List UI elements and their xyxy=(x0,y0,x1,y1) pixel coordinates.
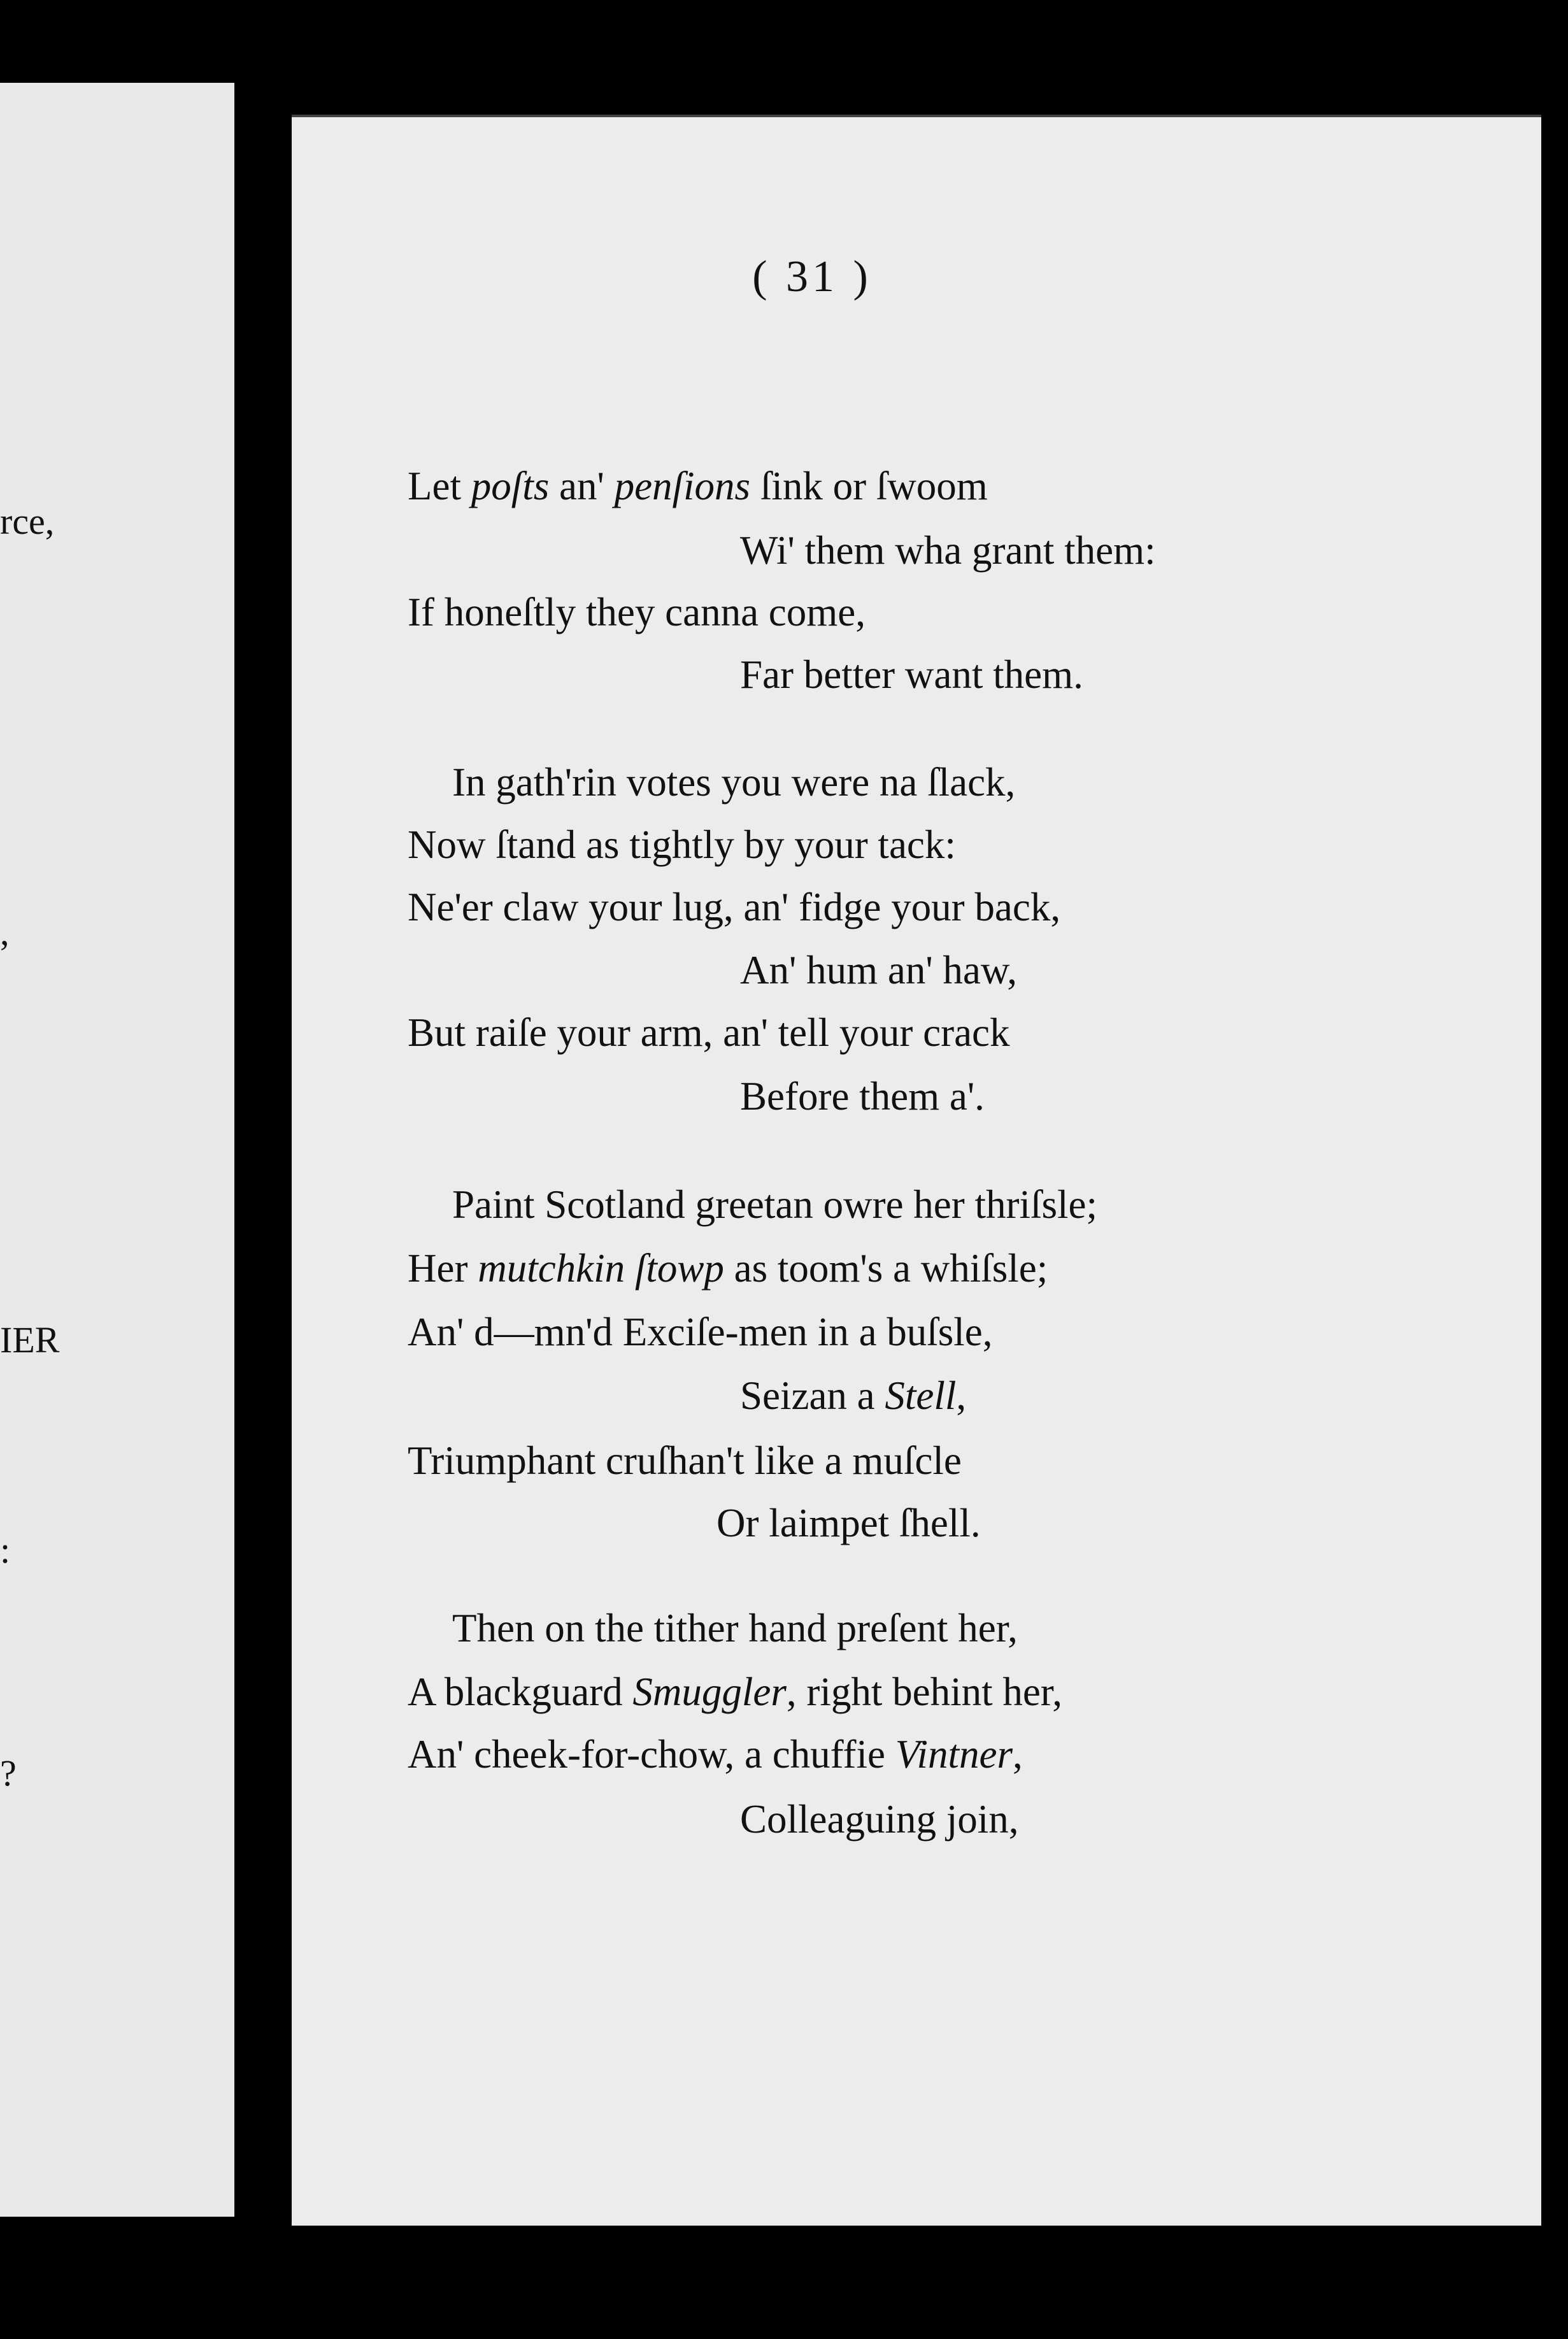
italic-word: Stell xyxy=(885,1373,957,1418)
line-text: Paint Scotland greetan owre her thriſsle; xyxy=(452,1182,1097,1227)
italic-word: poſts xyxy=(471,464,550,508)
left-page-fragment: rce, xyxy=(0,501,55,542)
poem-line xyxy=(740,1074,985,1119)
line-text: In gath'rin votes you were na ſlack, xyxy=(452,760,1016,805)
poem-line xyxy=(408,1010,1010,1055)
line-text: Seizan a xyxy=(740,1373,885,1418)
poem-line xyxy=(740,528,1156,573)
poem-line xyxy=(452,1608,1018,1649)
line-text: If honeſtly they canna come, xyxy=(408,590,866,634)
line-text: An' cheek-for-chow, a chuffie xyxy=(408,1732,895,1777)
line-text: as toom's a whiſsle; xyxy=(723,1246,1048,1291)
line-text: Before them a'. xyxy=(740,1074,985,1119)
line-text: Wi' them wha grant them: xyxy=(740,528,1156,573)
line-text: , xyxy=(956,1373,967,1418)
line-text: , xyxy=(1013,1732,1023,1777)
italic-word: mutchkin ſtowp xyxy=(478,1246,724,1291)
left-page-fragment: , xyxy=(0,912,10,953)
page-number: ( 31 ) xyxy=(752,252,872,301)
left-page-fragment: ? xyxy=(0,1752,17,1794)
line-text: Now ſtand as tightly by your tack: xyxy=(408,822,956,867)
italic-word: Vintner xyxy=(895,1732,1013,1777)
poem-line xyxy=(408,1732,1023,1777)
left-page-fragment: IER xyxy=(0,1319,60,1361)
line-text: An' hum an' haw, xyxy=(740,948,1018,992)
line-text: A blackguard xyxy=(408,1670,633,1714)
line-text: Colleaguing join, xyxy=(740,1797,1019,1842)
poem-line xyxy=(408,1248,1048,1289)
line-text: an' xyxy=(549,464,615,508)
poem-line xyxy=(408,822,956,867)
left-page-edge xyxy=(0,83,234,2217)
line-text: Or laimpet ſhell. xyxy=(716,1501,981,1545)
italic-word: Smuggler xyxy=(632,1670,787,1714)
poem-line xyxy=(408,466,988,506)
right-page xyxy=(292,115,1541,2226)
line-text: Her xyxy=(408,1246,478,1291)
poem-line xyxy=(408,592,866,633)
poem-line xyxy=(408,887,1060,927)
line-text: But raiſe your arm, an' tell your crack xyxy=(408,1010,1010,1055)
line-text: Far better want them. xyxy=(740,652,1083,697)
line-text: , right behint her, xyxy=(786,1670,1062,1714)
poem-line xyxy=(452,1182,1097,1227)
poem-line xyxy=(716,1503,981,1543)
line-text: Ne'er claw your lug, an' fidge your back, xyxy=(408,885,1061,929)
line-text: Then on the tither hand preſent her, xyxy=(452,1606,1018,1650)
poem-line xyxy=(740,1373,967,1418)
line-text: Let xyxy=(408,464,471,508)
left-page-fragment: : xyxy=(0,1529,11,1571)
book-gutter xyxy=(234,0,292,2339)
poem-line xyxy=(452,762,1015,803)
line-text: An' d—mn'd Exciſe-men in a buſsle, xyxy=(408,1310,993,1354)
poem-line xyxy=(408,1672,1062,1712)
line-text: Triumphant cruſhan't like a muſcle xyxy=(408,1438,962,1483)
italic-word: penſions xyxy=(614,464,751,508)
poem-line xyxy=(740,1799,1018,1840)
poem-line xyxy=(740,652,1083,697)
line-text: ſink or ſwoom xyxy=(750,464,988,508)
poem-line xyxy=(408,1438,962,1483)
poem-line xyxy=(408,1312,993,1352)
poem-line xyxy=(740,950,1017,991)
